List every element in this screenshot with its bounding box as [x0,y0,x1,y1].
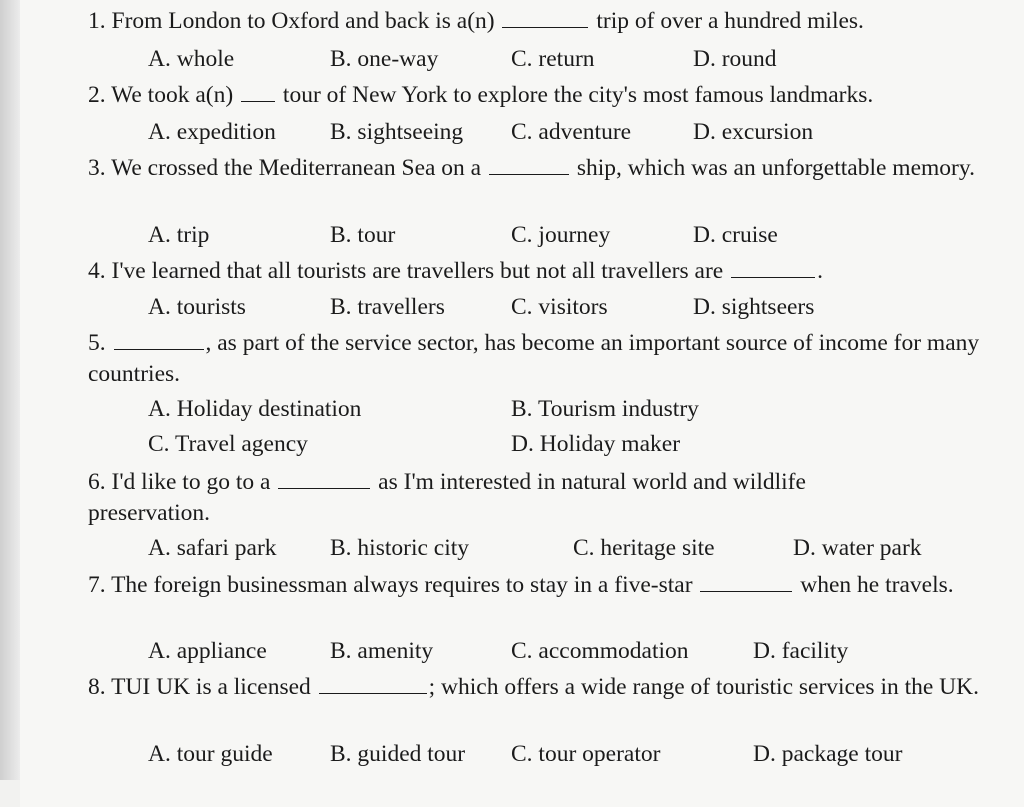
option-d: D. water park [793,535,922,561]
question-4 [88,256,823,287]
option-a: A. Holiday destination [148,396,362,422]
option-d: D. sightseers [693,294,815,320]
question-number: 8. [88,674,106,700]
option-b: B. guided tour [330,741,466,767]
option-a: A. safari park [148,535,277,561]
question-6 [88,467,928,529]
question-number: 1. [88,8,106,34]
option-d: D. cruise [693,222,778,248]
question-2 [88,80,873,111]
option-d: D. Holiday maker [511,431,681,457]
question-text-before: We crossed the Mediterranean Sea on a [111,155,482,181]
question-8 [88,672,993,703]
option-b: B. amenity [330,638,434,664]
question-text-after: ; which offers a wide range of touristic services in the UK. [428,674,980,700]
option-a: A. tourists [148,294,246,320]
answer-blank [700,572,792,592]
option-b: B. sightseeing [330,119,464,145]
answer-blank [489,155,569,175]
question-text-after: tour of New York to explore the city's most famous landmarks. [282,82,874,108]
option-a: A. whole [148,46,235,72]
option-a: A. tour guide [148,741,273,767]
question-text-after: ship, which was an unforgettable memory. [576,155,975,181]
question-5 [88,328,993,390]
question-text-before: From London to Oxford and back is a(n) [111,8,495,34]
question-number: 3. [88,155,106,181]
option-c: C. Travel agency [148,431,308,457]
question-text-before: I've learned that all tourists are travellers but not all travellers are [111,258,724,284]
answer-blank [278,469,370,489]
question-text-before: TUI UK is a licensed [111,674,311,700]
question-text-after: trip of over a hundred miles. [596,8,864,34]
question-text-after: as I'm interested in natural world and wildlife preservation. [88,469,806,526]
page-edge-shadow [0,0,20,780]
option-a: A. trip [148,222,210,248]
question-7 [88,570,993,601]
question-text-before: I'd like to go to a [111,469,271,495]
answer-blank [114,330,204,350]
option-d: D. round [693,46,777,72]
question-text-before: We took a(n) [111,82,234,108]
question-1 [88,6,864,37]
option-b: B. Tourism industry [511,396,699,422]
option-c: C. tour operator [511,741,661,767]
question-number: 7. [88,572,106,598]
option-c: C. adventure [511,119,632,145]
option-c: C. journey [511,222,611,248]
question-text-after: . [817,258,823,284]
option-c: C. accommodation [511,638,689,664]
question-text-after: when he travels. [800,572,954,598]
option-b: B. travellers [330,294,445,320]
question-number: 6. [88,469,106,495]
answer-blank [319,674,427,694]
option-c: C. return [511,46,595,72]
question-text-before: The foreign businessman always requires to stay in a five-star [111,572,693,598]
option-d: D. package tour [753,741,903,767]
option-b: B. one-way [330,46,439,72]
question-number: 2. [88,82,106,108]
question-3 [88,153,993,184]
question-text-after: , as part of the service sector, has become an important source of income for many countries. [88,330,980,387]
option-d: D. facility [753,638,849,664]
option-c: C. heritage site [573,535,715,561]
answer-blank [502,8,588,28]
option-a: A. appliance [148,638,267,664]
answer-blank [731,258,815,278]
question-number: 5. [88,330,106,356]
option-b: B. tour [330,222,396,248]
answer-blank [241,82,275,102]
option-c: C. visitors [511,294,608,320]
option-b: B. historic city [330,535,470,561]
option-d: D. excursion [693,119,814,145]
option-a: A. expedition [148,119,276,145]
question-number: 4. [88,258,106,284]
